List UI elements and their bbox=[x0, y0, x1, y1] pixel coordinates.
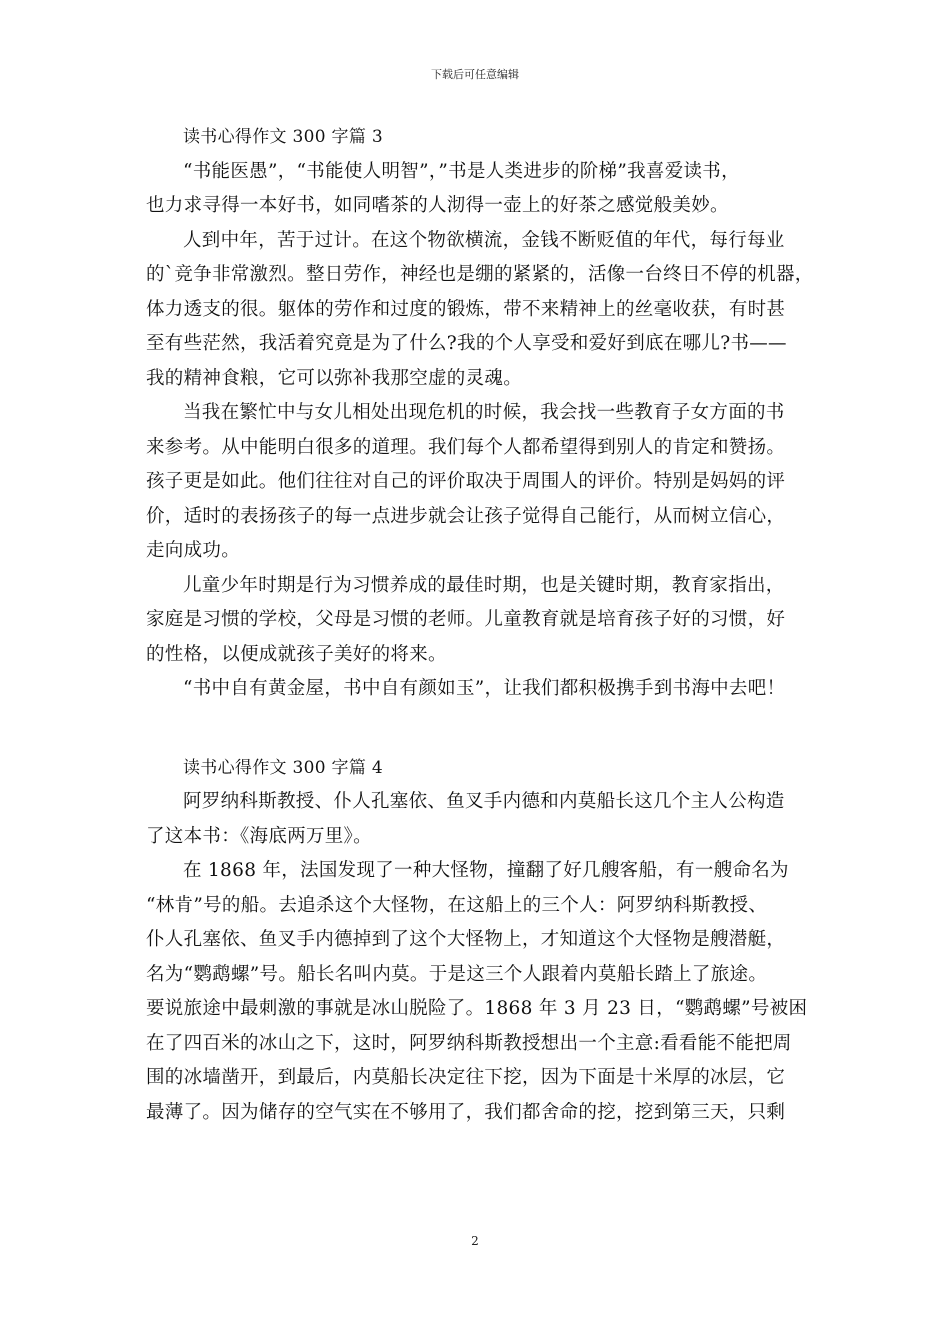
paragraph-line: 家庭是习惯的学校，父母是习惯的老师。儿童教育就是培育孩子好的习惯，好 bbox=[146, 609, 786, 630]
paragraph-line: 孩子更是如此。他们往往对自己的评价取决于周围人的评价。特别是妈妈的评 bbox=[146, 471, 786, 492]
paragraph-line: 仆人孔塞依、鱼叉手内德掉到了这个大怪物上，才知道这个大怪物是艘潜艇， bbox=[146, 929, 786, 950]
paragraph-line: 在 1868 年，法国发现了一种大怪物，撞翻了好几艘客船，有一艘命名为 bbox=[183, 860, 789, 881]
paragraph-line: 来参考。从中能明白很多的道理。我们每个人都希望得到别人的肯定和赞扬。 bbox=[146, 436, 786, 458]
paragraph-line: 人到中年，苦于过计。在这个物欲横流，金钱不断贬值的年代，每行每业 bbox=[183, 229, 785, 251]
paragraph-line: 至有些茫然，我活着究竟是为了什么?我的个人享受和爱好到底在哪儿?书—— bbox=[146, 333, 787, 354]
document-body bbox=[146, 120, 814, 1130]
paragraph-line: 要说旅途中最刺激的事就是冰山脱险了。1868 年 3 月 23 日，“鹦鹉螺”号被困 bbox=[146, 998, 808, 1019]
paragraph-line: 我的精神食粮，它可以弥补我那空虚的灵魂。 bbox=[146, 367, 523, 389]
paragraph-line: 儿童少年时期是行为习惯养成的最佳时期，也是关键时期，教育家指出， bbox=[183, 574, 785, 596]
section-4-title: 读书心得作文 300 字篇 4 bbox=[183, 757, 383, 778]
paragraph-line: “书中自有黄金屋，书中自有颜如玉”，让我们都积极携手到书海中去吧！ bbox=[183, 678, 786, 699]
paragraph-line: “书能医愚”，“书能使人明智”，”书是人类进步的阶梯”我喜爱读书， bbox=[183, 160, 740, 182]
paragraph-line: 价，适时的表扬孩子的每一点进步就会让孩子觉得自己能行，从而树立信心， bbox=[146, 505, 786, 527]
page-number: 2 bbox=[471, 1234, 479, 1248]
section-spacer bbox=[146, 707, 806, 751]
paragraph-line: 在了四百米的冰山之下，这时，阿罗纳科斯教授想出一个主意:看看能不能把周 bbox=[146, 1032, 792, 1054]
paragraph-line: 当我在繁忙中与女儿相处出现危机的时候，我会找一些教育子女方面的书 bbox=[183, 402, 785, 423]
paragraph-line: 名为“鹦鹉螺”号。船长名叫内莫。于是这三个人跟着内莫船长踏上了旅途。 bbox=[146, 963, 768, 985]
paragraph-line: 体力透支的很。躯体的劳作和过度的锻炼，带不来精神上的丝毫收获，有时甚 bbox=[146, 298, 786, 320]
paragraph-line: 的性格，以便成就孩子美好的将来。 bbox=[146, 643, 447, 665]
page-header: 下载后可任意编辑 bbox=[431, 68, 519, 81]
paragraph-line: 也力求寻得一本好书，如同嗜茶的人沏得一壶上的好茶之感觉般美妙。 bbox=[146, 195, 729, 216]
paragraph-line: 围的冰墙凿开，到最后，内莫船长决定往下挖，因为下面是十米厚的冰层，它 bbox=[146, 1067, 786, 1088]
paragraph-line: 走向成功。 bbox=[146, 540, 241, 561]
paragraph-line: 最薄了。因为储存的空气实在不够用了，我们都舍命的挖，挖到第三天，只剩 bbox=[146, 1101, 786, 1123]
paragraph-line: 的`竞争非常激烈。整日劳作，神经也是绷的紧紧的，活像一台终日不停的机器， bbox=[146, 264, 814, 285]
paragraph-line: “林肯”号的船。去追杀这个大怪物，在这船上的三个人：阿罗纳科斯教授、 bbox=[146, 894, 768, 916]
section-3-title: 读书心得作文 300 字篇 3 bbox=[183, 127, 383, 147]
paragraph-line: 阿罗纳科斯教授、仆人孔塞依、鱼叉手内德和内莫船长这几个主人公构造 bbox=[183, 791, 785, 812]
paragraph-line: 了这本书：《海底两万里》。 bbox=[146, 825, 372, 847]
